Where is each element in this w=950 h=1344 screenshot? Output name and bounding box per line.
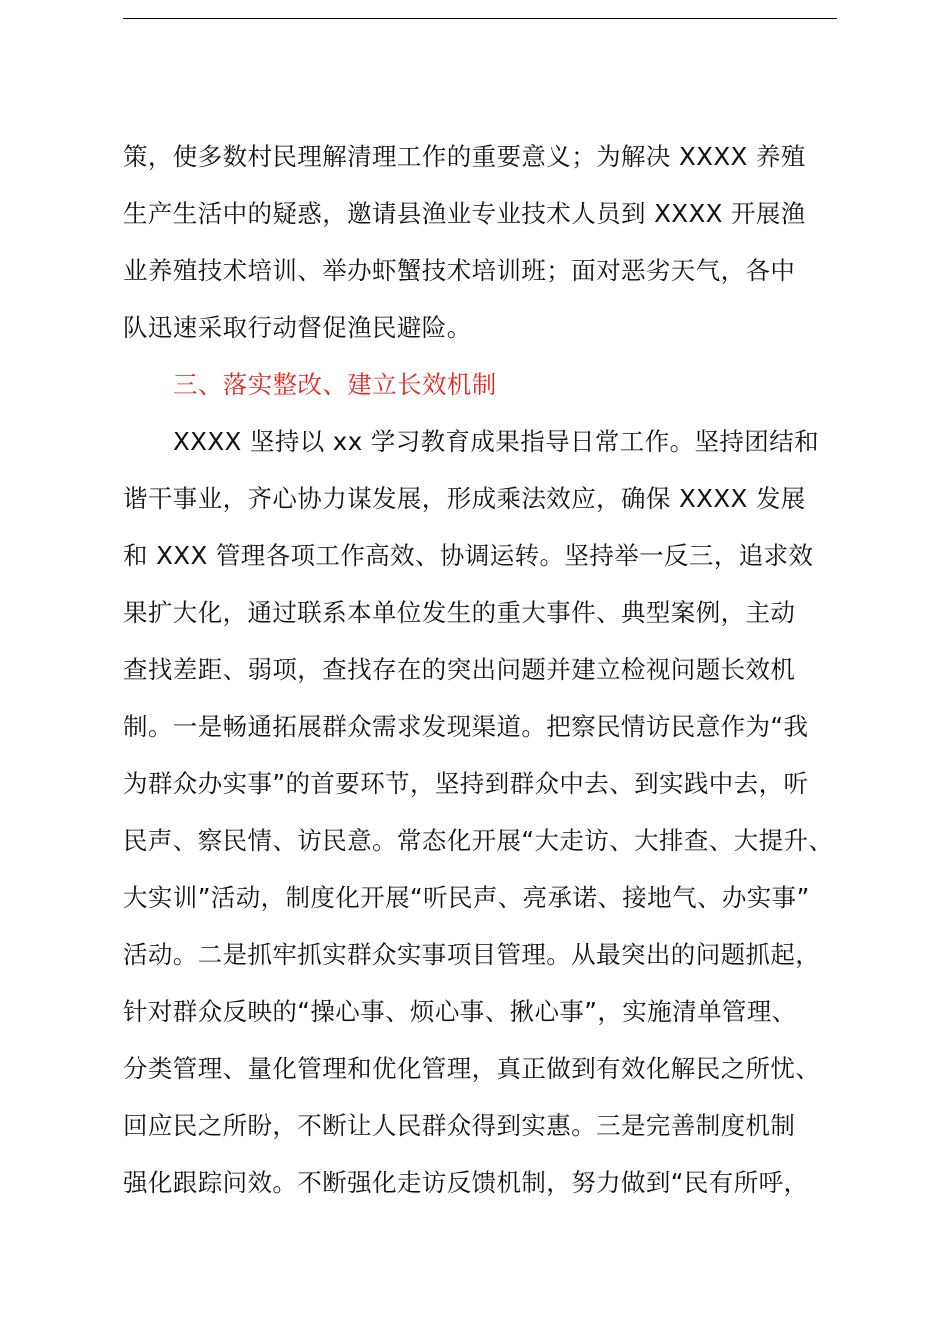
- paragraph-line: XXXX 坚持以 xx 学习教育成果指导日常工作。坚持团结和: [173, 427, 819, 456]
- paragraph-line: 生产生活中的疑惑，邀请县渔业专业技术人员到 XXXX 开展渔: [123, 199, 806, 228]
- paragraph-line: 分类管理、量化管理和优化管理，真正做到有效化解民之所忧、: [123, 1054, 821, 1083]
- paragraph-line: 为群众办实事”的首要环节，坚持到群众中去、到实践中去，听: [123, 769, 809, 798]
- paragraph-line: 策，使多数村民理解清理工作的重要意义；为解决 XXXX 养殖: [123, 142, 806, 171]
- paragraph-line: 针对群众反映的“操心事、烦心事、揪心事”，实施清单管理、: [123, 997, 797, 1026]
- paragraph-line: 查找差距、弱项，查找存在的突出问题并建立检视问题长效机: [123, 655, 796, 684]
- paragraph-line: 谐干事业，齐心协力谋发展，形成乘法效应，确保 XXXX 发展: [123, 484, 806, 513]
- paragraph-line: 果扩大化，通过联系本单位发生的重大事件、典型案例，主动: [123, 598, 796, 627]
- paragraph-line: 大实训”活动，制度化开展“听民声、亮承诺、接地气、办实事”: [123, 883, 810, 912]
- paragraph-line: 回应民之所盼，不断让人民群众得到实惠。三是完善制度机制: [123, 1111, 796, 1140]
- paragraph-line: 活动。二是抓牢抓实群众实事项目管理。从最突出的问题抓起，: [123, 940, 821, 969]
- header-rule: [123, 18, 837, 19]
- paragraph-line: 队迅速采取行动督促渔民避险。: [123, 313, 472, 342]
- section-heading: 三、落实整改、建立长效机制: [173, 370, 497, 399]
- paragraph-line: 业养殖技术培训、举办虾蟹技术培训班；面对恶劣天气，各中: [123, 256, 796, 285]
- paragraph-line: 制。一是畅通拓展群众需求发现渠道。把察民情访民意作为“我: [123, 712, 809, 741]
- paragraph-line: 强化跟踪问效。不断强化走访反馈机制，努力做到“民有所呼，: [123, 1168, 809, 1197]
- paragraph-line: 民声、察民情、访民意。常态化开展“大走访、大排查、大提升、: [123, 826, 834, 855]
- paragraph-line: 和 XXX 管理各项工作高效、协调运转。坚持举一反三，追求效: [123, 541, 814, 570]
